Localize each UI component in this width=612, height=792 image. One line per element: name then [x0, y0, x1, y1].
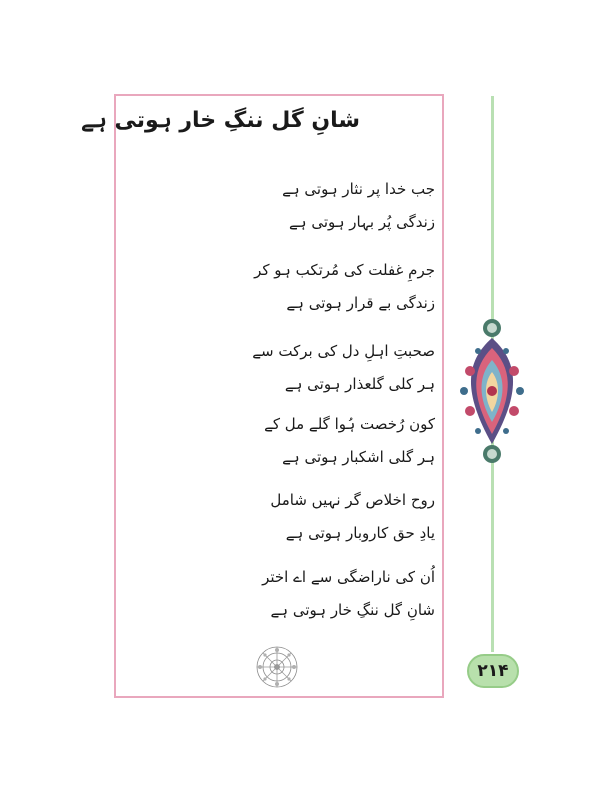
- verse-line: یادِ حق کاروبار ہوتی ہے: [285, 524, 435, 542]
- verse-line: ہر گلی اشکبار ہوتی ہے: [282, 448, 435, 466]
- verse-line: جرمِ غفلت کی مُرتکب ہو کر: [254, 261, 435, 279]
- page-number-badge: [467, 654, 519, 688]
- stanza: [230, 566, 435, 632]
- verse-line: جب خدا پر نثار ہوتی ہے: [282, 180, 435, 198]
- verse-line: روح اخلاص گر نہیں شامل: [270, 491, 435, 509]
- rosette-ornament-icon: [255, 645, 299, 689]
- verse-line: صحبتِ اہلِ دل کی برکت سے: [252, 342, 435, 360]
- verse-line: اُن کی ناراضگی سے اے اختر: [262, 568, 435, 586]
- verse-line: شانِ گل ننگِ خار ہوتی ہے: [270, 601, 435, 619]
- page-number: ۲۱۴: [477, 661, 509, 681]
- verse-line: ہر کلی گلعذار ہوتی ہے: [284, 375, 435, 393]
- poem-title: شانِ گل ننگِ خار ہوتی ہے: [81, 108, 360, 133]
- stanza: [230, 259, 435, 325]
- verse-line: کون رُخصت ہُوا گلے مل کے: [264, 415, 435, 433]
- stanza: [230, 340, 435, 406]
- verse-line: زندگی بے قرار ہوتی ہے: [286, 294, 435, 312]
- stanza: [230, 413, 435, 479]
- floral-ornament-icon: [458, 316, 526, 466]
- stanza: [230, 178, 435, 244]
- stanza: [230, 489, 435, 555]
- verse-line: زندگی پُر بہار ہوتی ہے: [288, 213, 435, 231]
